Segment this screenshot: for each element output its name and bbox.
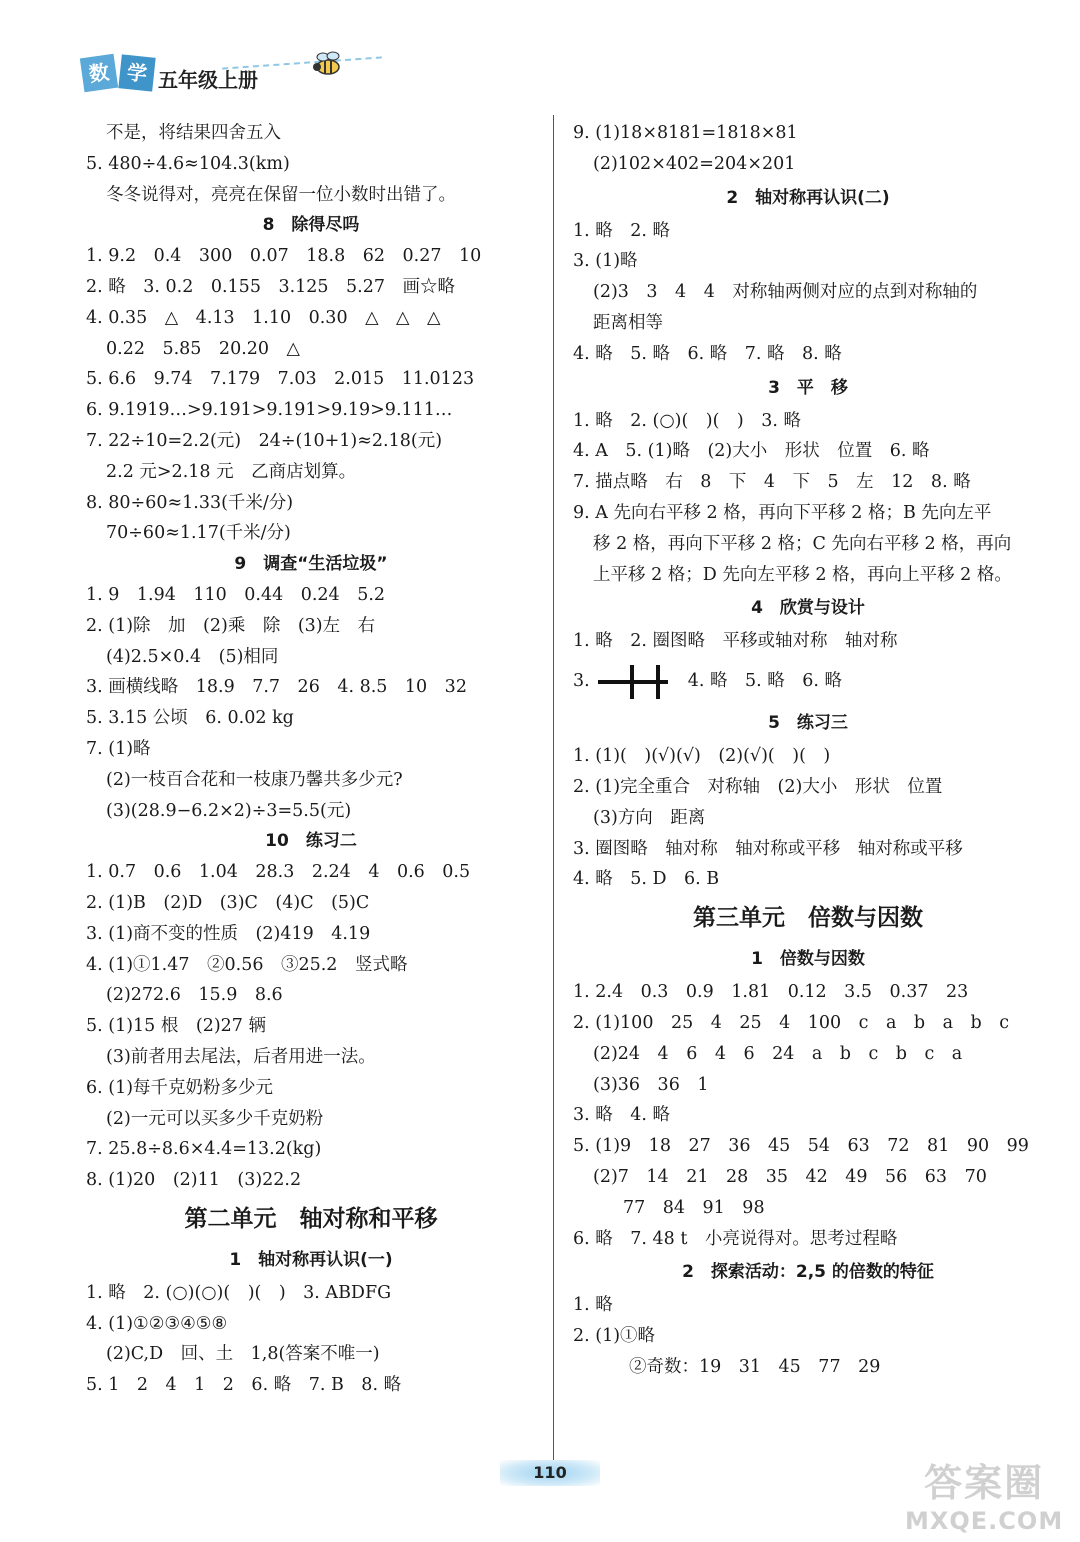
unit-heading: 第二单元 轴对称和平移 xyxy=(184,1205,438,1232)
answer-line: 2. (1)完全重合 对称轴 (2)大小 形状 位置 xyxy=(573,776,943,797)
figure-rest: 4. 略 5. 略 6. 略 xyxy=(687,671,842,692)
answer-line: (2)一元可以买多少千克奶粉 xyxy=(106,1108,324,1129)
answer-line: 1. 略 2. (○)(○)( )( ) 3. ABDFG xyxy=(86,1282,392,1303)
section-heading: 3 平 移 xyxy=(768,377,848,398)
answer-line: 4. A 5. (1)略 (2)大小 形状 位置 6. 略 xyxy=(573,441,930,462)
answer-line: 9. A 先向右平移 2 格，再向下平移 2 格；B 先向左平 xyxy=(573,502,992,523)
answer-line: 5. 1 2 4 1 2 6. 略 7. B 8. 略 xyxy=(86,1375,402,1396)
answer-line: (2)7 14 21 28 35 42 49 56 63 70 xyxy=(593,1166,987,1187)
answer-line: (2)C,D 回、土 1,8(答案不唯一) xyxy=(106,1344,380,1365)
answer-line: 2. (1)B (2)D (3)C (4)C (5)C xyxy=(86,892,370,913)
answer-line: 7. 描点略 右 8 下 4 下 5 左 12 8. 略 xyxy=(573,472,971,493)
answer-line: (4)2.5×0.4 (5)相同 xyxy=(106,646,279,667)
answer-line: 4. 略 5. 略 6. 略 7. 略 8. 略 xyxy=(573,343,842,364)
answer-line: 77 84 91 98 xyxy=(623,1197,765,1218)
figure-answer-row xyxy=(573,657,1043,705)
answer-line: 6. (1)每千克奶粉多少元 xyxy=(86,1077,274,1098)
answer-line: 8. 80÷60≈1.33(千米/分) xyxy=(86,492,294,513)
section-heading: 1 轴对称再认识(一) xyxy=(229,1249,393,1270)
section-heading: 9 调查“生活垃圾” xyxy=(234,554,388,575)
answer-line: 3. (1)略 xyxy=(573,251,638,272)
answer-line: 70÷60≈1.17(千米/分) xyxy=(106,523,291,544)
answer-line: 3. 圈图略 轴对称 轴对称或平移 轴对称或平移 xyxy=(573,838,963,859)
left-column xyxy=(86,118,536,1401)
unit-heading: 第三单元 倍数与因数 xyxy=(693,905,923,932)
watermark-title: 答案圈 xyxy=(924,1461,1045,1505)
watermark-logo xyxy=(905,1452,1063,1535)
answer-line: 2. (1)①略 xyxy=(573,1326,656,1347)
answer-line: 5. 3.15 公顷 6. 0.02 kg xyxy=(86,708,294,729)
answer-line: 4. 略 5. D 6. B xyxy=(573,869,720,890)
answer-line: 2. (1)除 加 (2)乘 除 (3)左 右 xyxy=(86,615,376,636)
answer-line: 3. (1)商不变的性质 (2)419 4.19 xyxy=(86,923,371,944)
watermark-url: MXQE.COM xyxy=(905,1507,1064,1535)
answer-line: (2)102×402=204×201 xyxy=(593,153,796,174)
figure-prefix: 3. xyxy=(573,671,590,692)
answer-line: (2)24 4 6 4 6 24 a b c b c a xyxy=(593,1043,963,1064)
answer-line: 7. 25.8÷8.6×4.4=13.2(kg) xyxy=(86,1139,322,1160)
section-heading: 2 轴对称再认识(二) xyxy=(726,187,890,208)
section-heading: 1 倍数与因数 xyxy=(751,949,865,970)
answer-line: (3)前者用去尾法，后者用进一法。 xyxy=(106,1046,376,1067)
column-divider xyxy=(553,115,554,1460)
answer-line: 0.22 5.85 20.20 △ xyxy=(106,338,300,359)
answer-line: 4. (1)①②③④⑤⑧ xyxy=(86,1313,228,1334)
answer-line: 4. 0.35 △ 4.13 1.10 0.30 △ △ △ xyxy=(86,307,441,328)
answer-line: 2. 略 3. 0.2 0.155 3.125 5.27 画☆略 xyxy=(86,276,456,297)
answer-line: 1. 9.2 0.4 300 0.07 18.8 62 0.27 10 xyxy=(86,246,482,267)
answer-line: 冬冬说得对，亮亮在保留一位小数时出错了。 xyxy=(106,184,456,205)
answer-line: 5. (1)15 根 (2)27 辆 xyxy=(86,1016,266,1037)
answer-line: 1. 略 2. (○)( )( ) 3. 略 xyxy=(573,410,802,431)
answer-line: 7. 22÷10=2.2(元) 24÷(10+1)≈2.18(元) xyxy=(86,430,443,451)
answer-line: 6. 略 7. 48 t 小亮说得对。思考过程略 xyxy=(573,1228,898,1249)
answer-line: 5. (1)9 18 27 36 45 54 63 72 81 90 99 xyxy=(573,1136,1029,1157)
answer-line: 4. (1)①1.47 ②0.56 ③25.2 竖式略 xyxy=(86,954,408,975)
answer-line: 移 2 格，再向下平移 2 格；C 先向右平移 2 格，再向 xyxy=(593,533,1012,554)
symmetry-figure-icon xyxy=(594,663,672,701)
page-number: 110 xyxy=(500,1460,600,1486)
answer-line: (3)方向 距离 xyxy=(593,807,706,828)
answer-line: (3)36 36 1 xyxy=(593,1074,709,1095)
answer-line: (2)272.6 15.9 8.6 xyxy=(106,985,283,1006)
answer-line: 2. (1)100 25 4 25 4 100 c a b a b c xyxy=(573,1012,1010,1033)
answer-line: 2.2 元>2.18 元 乙商店划算。 xyxy=(106,461,357,482)
answer-line: (3)(28.9−6.2×2)÷3=5.5(元) xyxy=(106,800,352,821)
section-heading: 5 练习三 xyxy=(768,713,848,734)
answer-line: (2)一枝百合花和一枝康乃馨共多少元? xyxy=(106,769,403,790)
answer-line: 5. 6.6 9.74 7.179 7.03 2.015 11.0123 xyxy=(86,369,475,390)
section-heading: 10 练习二 xyxy=(265,831,357,852)
answer-line: 距离相等 xyxy=(593,312,663,333)
answer-line: 1. 略 xyxy=(573,1295,613,1316)
subject-badge-1: 数 xyxy=(80,54,118,92)
answer-line: 7. (1)略 xyxy=(86,738,151,759)
section-heading: 8 除得尽吗 xyxy=(262,215,360,236)
answer-line: 5. 480÷4.6≈104.3(km) xyxy=(86,153,290,174)
section-heading: 4 欣赏与设计 xyxy=(751,598,865,619)
answer-line: 1. 略 2. 略 xyxy=(573,220,671,241)
answer-line: 3. 画横线略 18.9 7.7 26 4. 8.5 10 32 xyxy=(86,677,467,698)
answer-line: 1. 9 1.94 110 0.44 0.24 5.2 xyxy=(86,584,386,605)
answer-line: 9. (1)18×8181=1818×81 xyxy=(573,123,798,143)
answer-line: (2)3 3 4 4 对称轴两侧对应的点到对称轴的 xyxy=(593,282,978,303)
subject-badge-2: 学 xyxy=(118,54,155,91)
answer-line: 6. 9.1919…>9.191>9.191>9.19>9.111… xyxy=(86,400,453,421)
bee-icon xyxy=(308,50,344,80)
grade-title: 五年级上册 xyxy=(158,68,258,92)
answer-line: 1. 2.4 0.3 0.9 1.81 0.12 3.5 0.37 23 xyxy=(573,982,969,1003)
right-column xyxy=(573,118,1043,1383)
answer-line: 8. (1)20 (2)11 (3)22.2 xyxy=(86,1170,302,1191)
answer-line: ②奇数：19 31 45 77 29 xyxy=(629,1356,881,1377)
answer-line: 1. (1)( )(√)(√) (2)(√)( )( ) xyxy=(573,746,831,767)
answer-line: 上平移 2 格；D 先向左平移 2 格，再向上平移 2 格。 xyxy=(593,564,1012,585)
section-heading: 2 探索活动：2,5 的倍数的特征 xyxy=(682,1262,934,1283)
header-dashed-line xyxy=(222,56,382,69)
page-header xyxy=(82,48,362,100)
answer-line: 1. 0.7 0.6 1.04 28.3 2.24 4 0.6 0.5 xyxy=(86,862,471,883)
answer-line: 3. 略 4. 略 xyxy=(573,1105,671,1126)
answer-line: 1. 略 2. 圈图略 平移或轴对称 轴对称 xyxy=(573,631,898,652)
answer-line: 不是，将结果四舍五入 xyxy=(106,123,281,143)
